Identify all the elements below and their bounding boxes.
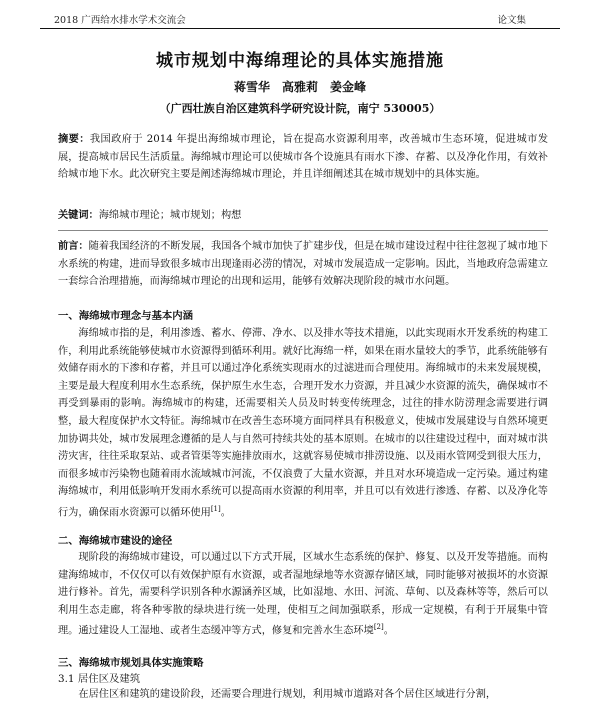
abstract-text: 我国政府于 2014 年提出海绵城市理论，旨在提高水资源利用率，改善城市生态环境，促进城市发展，提高城市居民生活质量。海绵城市理论可以使城市各个设施具有雨水下渗、存蓄、以及净化作用，有效补给城市地下水。此次研究主要是阐述海绵城市理论，并且详细阐述其在城市规划中的具体实施。 <box>58 134 549 181</box>
intro-text: 随着我国经济的不断发展，我国各个城市加快了扩建步伐，但是在城市建设过程中往往忽视了城市地下水系统的构建，进而导致很多城市出现逢雨必涝的情况，对城市发展造成一定影响。因此，当地政府急需建立一套综合治理措施，而海绵城市理论的出现和运用，能够有效解决现阶段的城市水问题。 <box>58 241 549 288</box>
keywords-text: 海绵城市理论；城市规划；构想 <box>98 210 242 221</box>
section1-ref: [1] <box>210 504 221 513</box>
section3-heading: 三、海绵城市规划具体实施策略 <box>58 657 204 669</box>
header-conference: 2018 广西给水排水学术交流会 <box>54 15 186 26</box>
section3-body <box>58 686 548 704</box>
affiliation: （广西壮族自治区建筑科学研究设计院，南宁 530005） <box>159 102 441 115</box>
abstract <box>58 131 548 184</box>
keywords <box>58 207 548 225</box>
authors: 蒋雪华 高雅莉 姜金峰 <box>233 80 366 94</box>
section1-heading: 一、海绵城市理念与基本内涵 <box>58 310 194 322</box>
section2-end: 。 <box>383 625 394 637</box>
introduction <box>58 238 548 291</box>
keywords-label: 关键词： <box>58 210 99 221</box>
section2-heading: 二、海绵城市建设的途径 <box>58 535 173 547</box>
section2-ref: [2] <box>373 623 384 632</box>
abstract-label: 摘要： <box>58 134 90 145</box>
running-header <box>40 6 560 28</box>
section3-text: 在居住区和建筑的建设阶段，还需要合理进行规划，利用城市道路对各个居住区域进行分割， <box>78 689 497 700</box>
section1-text: 海绵城市指的是，利用渗透、蓄水、停滞、净水、以及排水等技术措施，以此实现雨水开发系统的构建工作，利用此系统能够使城市水资源得到循环利用。就好比海绵一样，如果在雨水量较大的季节，此系统能够有效储存雨水的下渗和存蓄，并且可以通过净化系统实现雨水的过滤进而合理使用。海绵城市的未来发展规模，主要是最大程度利用水生态系统，保护原生水生态，合理开发水力资源，并且减少水资源的流失，确保城市不再受到暴雨的影响。海绵城市的构建，还需要相关人员及时转变传统理念，过往的排水防涝理念需要进行调整，最大程度保护水文特征。海绵城市在改善生态环境方面同样具有积极意义，使城市发展建设与自然环境更加协调共处，城市发展理念遵循的是人与自然可持续共处的基本原则。在城市的以往建设过程中，面对城市洪涝灾害，往往采取泵站、或者管渠等实施排放雨水，这就容易使城市排涝设施、以及雨水管网受到很大压力，而很多城市污染物也随着雨水流域城市河流，不仅浪费了大量水资源，并且对水环境造成一定污染。通过构建海绵城市，利用低影响开发雨水系统可以提高雨水资源的利用率，并且可以有效进行渗透、存蓄、以及净化等行为，确保雨水资源可以循环使用 <box>58 328 548 519</box>
section1-end: 。 <box>220 507 231 519</box>
section3-subheading: 3.1 居住区及建筑 <box>58 673 141 685</box>
header-section: 论文集 <box>497 15 526 26</box>
header-rule <box>40 28 560 29</box>
section2-body <box>58 549 548 640</box>
intro-label: 前言： <box>58 241 89 252</box>
section2-text: 现阶段的海绵城市建设，可以通过以下方式开展，区域水生态系统的保护、修复、以及开发等措施。而构建海绵城市，不仅仅可以有效保护原有水资源，或者湿地绿地等水资源存储区域，同时能够对被损坏的水资源进行修补。首先，需要科学识别各种水源涵养区域，比如湿地、水田、河流、草甸、以及森林等等，然后可以利用生态走廊，将各种零散的绿块进行统一处理，使相互之间加强联系，形成一定规模，有利于开展集中管理。通过建设人工湿地、或者生态缓冲等方式，修复和完善水生态环境 <box>58 552 548 637</box>
abstract-divider <box>58 230 548 231</box>
paper-title: 城市规划中海绵理论的具体实施措施 <box>156 51 444 71</box>
section1-body <box>58 325 548 522</box>
